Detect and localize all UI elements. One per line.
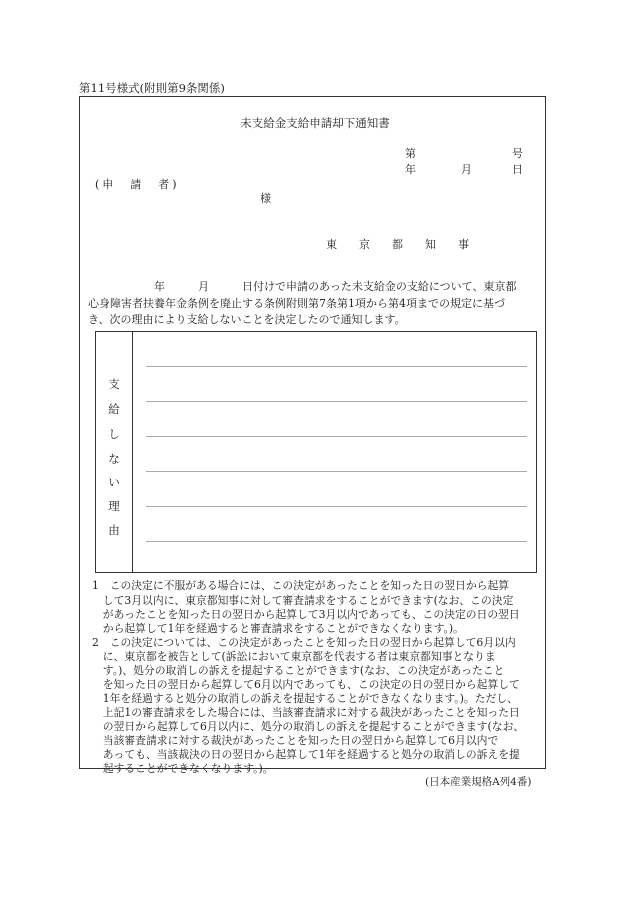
reason-label-char: 由: [108, 523, 120, 537]
note-line: 2 この決定については、この決定があったことを知った日の翌日から起算して6月以内: [92, 636, 516, 649]
note-line: 1年を経過すると処分の取消しの訴えを提起することができなくなります。)。ただし、: [92, 692, 518, 705]
note-line: す。)、処分の取消しの訴えを提起することができます(なお、この決定があったこと: [92, 664, 505, 677]
note-line: して3月以内に、東京都知事に対して審査請求をすることができます(なお、この決定: [92, 594, 514, 607]
reason-writing-line[interactable]: [146, 541, 527, 542]
reason-label-char: 支: [108, 377, 120, 391]
note-line: 起することができなくなります。)。: [92, 762, 274, 775]
note-line: があったことを知った日の翌日から起算して3月以内であっても、この決定の日の翌日: [92, 608, 520, 621]
reason-writing-line[interactable]: [146, 506, 527, 507]
note-line: 当該審査請求に対する裁決があったことを知った日の翌日から起算して6月以内で: [92, 734, 499, 747]
reason-label-char: 給: [108, 402, 120, 416]
reason-label-char: 理: [108, 499, 120, 513]
document-title: 未支給金支給申請却下通知書: [240, 116, 390, 130]
honorific: 様: [260, 192, 271, 205]
reason-writing-line[interactable]: [146, 401, 527, 402]
reason-writing-line[interactable]: [146, 366, 527, 367]
paper-standard-note: (日本産業規格A列4番): [425, 776, 532, 788]
reason-box: [95, 331, 537, 573]
issuer-name: 東 京 都 知 事: [326, 238, 469, 251]
body-text-line: 心身障害者扶養年金条例を廃止する条例附則第7条第1項から第4項までの規定に基づ: [88, 297, 505, 310]
date-day: 日: [512, 163, 523, 176]
note-line: を知った日の翌日から起算して6月以内であっても、この決定の日の翌日から起算して: [92, 678, 520, 691]
reason-label-cell: [96, 332, 133, 572]
note-line: 上記1の審査請求をした場合には、当該審査請求に対する裁決があったことを知った日: [92, 706, 520, 719]
note-line: 1 この決定に不服がある場合には、この決定があったことを知った日の翌日から起算: [92, 579, 510, 592]
applicant-label: (申 請 者): [95, 178, 180, 191]
reason-writing-line[interactable]: [146, 436, 527, 437]
reason-writing-line[interactable]: [146, 471, 527, 472]
reason-label-char: い: [108, 475, 120, 489]
body-text-line: 年 月 日付けで申請のあった未支給金の支給について、東京都: [88, 280, 517, 293]
note-line: に、東京都を被告として(訴訟において東京都を代表する者は東京都知事となりま: [92, 650, 496, 663]
date-year: 年: [405, 163, 416, 176]
form-number: 第11号様式(附則第9条関係): [79, 81, 225, 95]
note-line: あっても、当該裁決の日の翌日から起算して1年を経過すると処分の取消しの訴えを提: [92, 748, 520, 761]
reason-label-char: な: [108, 452, 120, 466]
document-number-suffix: 号: [512, 147, 523, 160]
reason-label-char: し: [108, 427, 120, 441]
note-line: の翌日から起算して6月以内に、処分の取消しの訴えを提起することができます(なお、: [92, 720, 525, 733]
date-month: 月: [461, 163, 472, 176]
note-line: から起算して1年を経過すると審査請求をすることができなくなります。)。: [92, 622, 464, 635]
document-number-prefix: 第: [405, 147, 416, 160]
body-text-line: き、次の理由により支給しないことを決定したので通知します。: [88, 313, 406, 326]
